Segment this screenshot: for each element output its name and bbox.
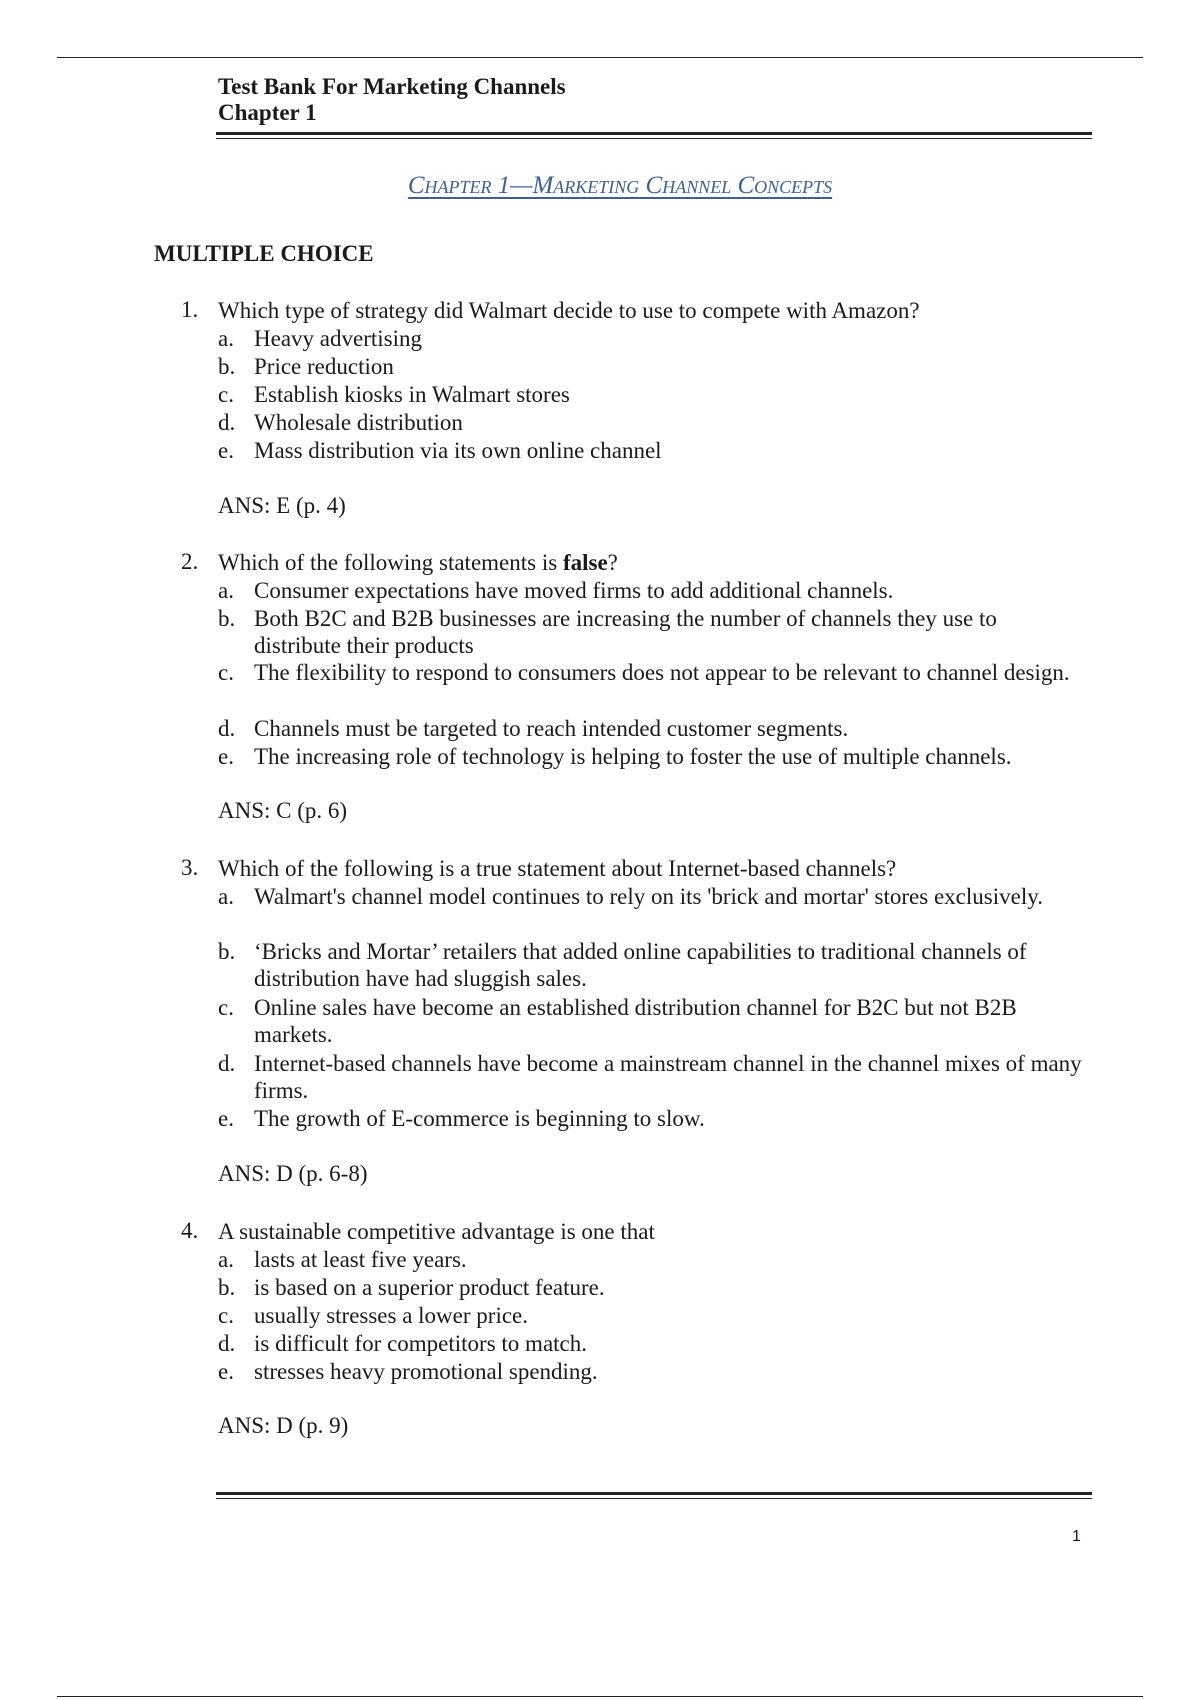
option-letter: c.	[218, 1303, 234, 1328]
option-text: is based on a superior product feature.	[254, 1275, 605, 1300]
top-page-rule	[57, 57, 1143, 58]
header-chapter: Chapter 1	[218, 100, 317, 125]
option-letter: c.	[218, 660, 234, 685]
option-text: Channels must be targeted to reach intended customer segments.	[254, 716, 849, 741]
option-letter: e.	[218, 438, 234, 463]
option-text: Both B2C and B2B businesses are increasing the number of channels they use to distribute their products	[254, 606, 997, 658]
header-title: Test Bank For Marketing Channels	[218, 74, 566, 99]
option-letter: e.	[218, 1359, 234, 1384]
option-letter: c.	[218, 382, 234, 407]
question-number: 4.	[181, 1218, 199, 1243]
option-text: Wholesale distribution	[254, 410, 463, 435]
stem-text: ?	[607, 550, 618, 575]
option-text: Walmart's channel model continues to rely on its 'brick and mortar' stores exclusively.	[254, 884, 1043, 909]
option-text: Mass distribution via its own online channel	[254, 438, 662, 463]
document-header	[218, 74, 566, 126]
answer-3: ANS: D (p. 6-8)	[218, 1161, 368, 1186]
option-letter: d.	[218, 410, 236, 435]
option-text: Internet-based channels have become a mainstream channel in the channel mixes of many firms.	[254, 1051, 1082, 1103]
option-text: ‘Bricks and Mortar’ retailers that added online capabilities to traditional channels of distribution have had sluggish sales.	[254, 939, 1027, 991]
option-text: stresses heavy promotional spending.	[254, 1359, 598, 1384]
answer-1: ANS: E (p. 4)	[218, 493, 346, 518]
question-number: 3.	[181, 855, 199, 880]
footer-double-rule	[216, 1492, 1092, 1499]
option-text: Heavy advertising	[254, 326, 422, 351]
option-text: The flexibility to respond to consumers does not appear to be relevant to channel design.	[254, 660, 1070, 685]
option-letter: e.	[218, 1106, 234, 1131]
option-letter: b.	[218, 1275, 236, 1300]
option-letter: b.	[218, 606, 236, 631]
question-stem: A sustainable competitive advantage is one that	[218, 1219, 655, 1244]
option-letter: a.	[218, 578, 234, 603]
option-letter: a.	[218, 1247, 234, 1272]
option-letter: a.	[218, 326, 234, 351]
option-text: The growth of E-commerce is beginning to slow.	[254, 1106, 705, 1131]
option-text: is difficult for competitors to match.	[254, 1331, 588, 1356]
question-number: 1.	[181, 297, 199, 322]
bottom-page-rule	[57, 1696, 1143, 1697]
option-text: lasts at least five years.	[254, 1247, 467, 1272]
option-letter: b.	[218, 939, 236, 964]
chapter-title: Chapter 1—Marketing Channel Concepts	[407, 172, 833, 199]
answer-4: ANS: D (p. 9)	[218, 1413, 349, 1438]
option-letter: d.	[218, 1331, 236, 1356]
page-number: 1	[1072, 1528, 1081, 1545]
option-text: usually stresses a lower price.	[254, 1303, 529, 1328]
question-stem	[218, 549, 1098, 577]
option-text: Price reduction	[254, 354, 394, 379]
option-letter: d.	[218, 1051, 236, 1076]
header-double-rule	[216, 132, 1092, 139]
option-letter: c.	[218, 995, 234, 1020]
option-letter: b.	[218, 354, 236, 379]
question-stem: Which of the following is a true statement about Internet-based channels?	[218, 856, 897, 881]
section-title: MULTIPLE CHOICE	[154, 241, 374, 266]
option-text: The increasing role of technology is helping to foster the use of multiple channels.	[254, 744, 1012, 769]
option-text: Establish kiosks in Walmart stores	[254, 382, 570, 407]
option-text: Consumer expectations have moved firms to add additional channels.	[254, 578, 894, 603]
answer-2: ANS: C (p. 6)	[218, 798, 348, 823]
question-number: 2.	[181, 549, 199, 574]
stem-emphasis: false	[562, 550, 608, 575]
option-text: Online sales have become an established distribution channel for B2C but not B2B markets.	[254, 995, 1017, 1047]
question-stem: Which type of strategy did Walmart decide to use to compete with Amazon?	[218, 298, 920, 323]
option-letter: e.	[218, 744, 234, 769]
option-letter: d.	[218, 716, 236, 741]
option-letter: a.	[218, 884, 234, 909]
stem-text: Which of the following statements is	[218, 550, 563, 575]
